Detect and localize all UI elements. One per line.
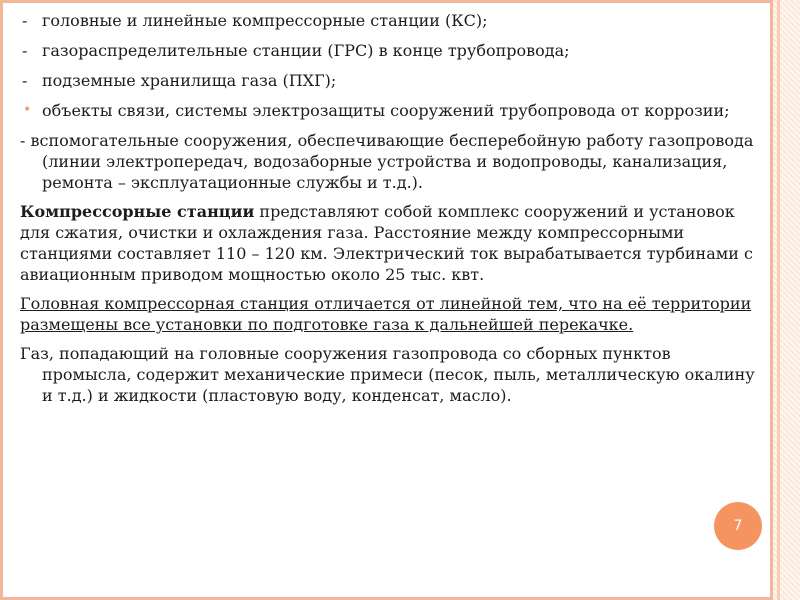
page-number-badge: 7 <box>714 502 762 550</box>
compressor-text: представляют собой комплекс сооружений и установок для сжатия, очистки и охлаждения газа. Расстояние между компрессорными станциями составляет 110 – 120 км. Электрический ток вырабатывается турбинами с авиационным приводом мощностью около 25 тыс. квт. <box>20 202 753 284</box>
list-item <box>20 70 765 91</box>
list-item-text: головные и линейные компрессорные станции (КС); <box>42 11 488 30</box>
head-station-paragraph: Головная компрессорная станция отличается от линейной тем, что на её территории размещены все установки по подготовке газа к дальнейшей перекачке. <box>20 294 752 334</box>
dash-marker: - <box>22 11 28 30</box>
dash-marker: - <box>22 71 28 90</box>
decorative-side-bar <box>770 0 800 600</box>
list-item <box>20 10 765 31</box>
gas-paragraph: Газ, попадающий на головные сооружения газопровода со сборных пунктов промысла, содержит механические примеси (песок, пыль, металлическую окалину и т.д.) и жидкости (пластовую воду, конденсат, масло). <box>20 344 755 405</box>
slide-content <box>20 10 765 414</box>
compressor-paragraph <box>20 201 765 285</box>
decorative-side-stripe <box>777 0 780 600</box>
auxiliary-paragraph: - вспомогательные сооружения, обеспечивающие бесперебойную работу газопровода (линии электропередач, водозаборные устройства и водопроводы, канализация, ремонта – эксплуатационные службы и т.д.). <box>20 131 754 192</box>
bullet-dot-icon: • <box>23 102 32 118</box>
compressor-term: Компрессорные станции <box>20 202 255 221</box>
list-item-text: объекты связи, системы электрозащиты сооружений трубопровода от коррозии; <box>42 101 730 120</box>
list-item <box>20 40 765 61</box>
dash-marker: - <box>22 41 28 60</box>
list-item-text: подземные хранилища газа (ПХГ); <box>42 71 337 90</box>
list-item <box>20 100 765 121</box>
list-item-text: газораспределительные станции (ГРС) в конце трубопровода; <box>42 41 570 60</box>
